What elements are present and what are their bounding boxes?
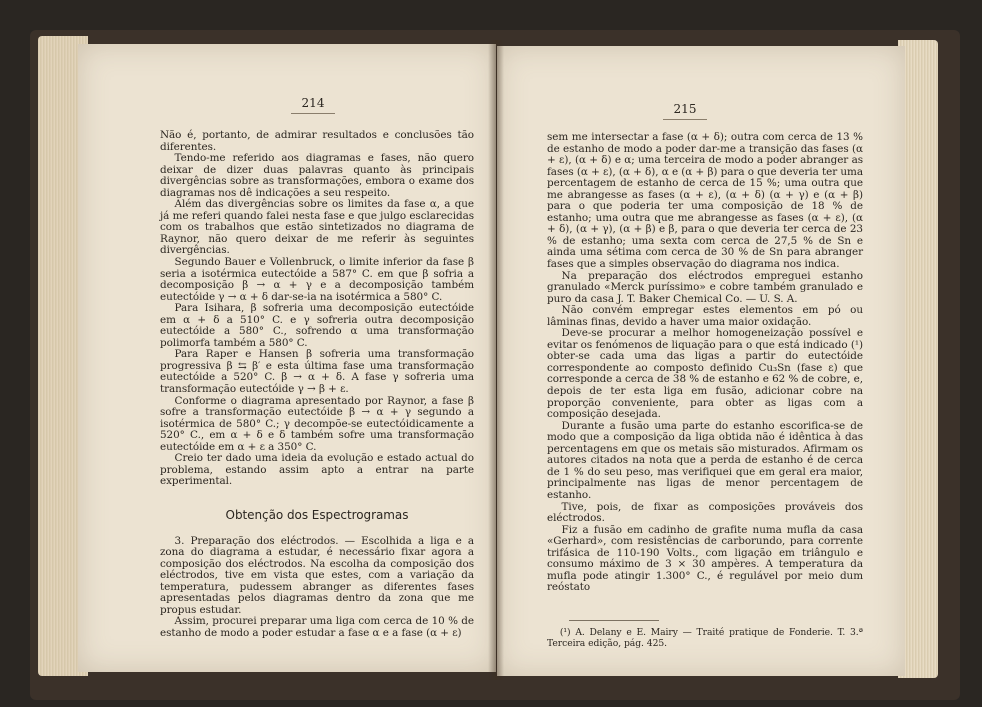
page-number: 215	[673, 102, 697, 116]
paragraph: Segundo Bauer e Vollenbruck, o limite inferior da fase β seria a isotérmica eutectóide a 587° C. em que β sofria a decomposição β → α + γ e a decomposição também eutectóide γ → α + δ dar-se-ia na isotérmica a 580° C.	[160, 256, 474, 303]
page-number-rule	[291, 113, 335, 114]
paragraph: Não é, portanto, de admirar resultados e conclusões tão diferentes.	[160, 129, 474, 153]
paragraph: Fiz a fusão em cadinho de grafite numa mufla da casa «Gerhard», com resistências de carborundo, para corrente trifásica de 110-190 Volts., com ligação em triângulo e consumo máximo de 3 × 30 ampères. A temperatura da mufla pode atingir 1.300° C., é regulável por meio dum reóstato	[547, 523, 863, 594]
paragraph: Para Raper e Hansen β sofreria uma transformação progressiva β ⇆ β′ e esta última fase uma transformação eutectóide a 520° C. β → α + δ. A fase γ sofreria uma transformação eutectóide γ → β + ε.	[160, 348, 474, 396]
paragraph: Conforme o diagrama apresentado por Raynor, a fase β sofre a transformação eutectóide β → α + γ segundo a isotérmica de 580° C.; γ decompõe-se eutectóidicamente a 520° C., em α + δ e δ também sofre uma transformação eutectóide em α + ε a 350° C.	[160, 394, 474, 453]
paragraph: Deve-se procurar a melhor homogeneização possível e evitar os fenómenos de liquação para o que está indicado (¹) obter-se cada uma das ligas a partir do eutectóide correspondente ao composto definido Cu₃Sn (fase ε) que corresponde a cerca de 38 % de estanho e 62 % de cobre, e, depois de ter esta liga em fusão, adicionar cobre na proporção conveniente, para obter as ligas com a composição desejada.	[547, 327, 863, 421]
paragraph: sem me intersectar a fase (α + δ); outra com cerca de 13 % de estanho de modo a poder dar-me a transição das fases (α + ε), (α + δ) e α; uma terceira de modo a poder abranger as fases (α + ε), (α + δ), α e (α + β) para o que deveria ter uma percentagem de estanho de cerca de 15 %; uma outra que me abrangesse as fases (α + ε), (α + δ) (α + γ) e (α + β) para o que poderia ter uma composição de 18 % de estanho; uma outra que me abrangesse as fases (α + ε), (α + δ), (α + γ), (α + β) e β, para o que deveria ter cerca de 23 % de estanho; uma sexta com cerca de 27,5 % de Sn e ainda uma sétima com cerca de 30 % de Sn para abranger fases que a simples observação do diagrama nos indica.	[547, 131, 863, 271]
paragraph: Durante a fusão uma parte do estanho escorifica-se de modo que a composição da liga obtida não é idêntica à das percentagens em que os metais são misturados. Afirmam os autores citados na nota que a perda de estanho é de cerca de 1 % do seu peso, mas verifiquei que em geral era maior, principalmente nas ligas de menor percentagem de estanho.	[547, 419, 863, 501]
page-number-rule	[663, 119, 707, 120]
paragraph: Tendo-me referido aos diagramas e fases, não quero deixar de dizer duas palavras quanto às principais divergências sobre as transformações, embora o exame dos diagramas nos dê indicações a seu respeito.	[160, 152, 474, 199]
paragraph: Creio ter dado uma ideia da evolução e estado actual do problema, estando assim apto a entrar na parte experimental.	[160, 452, 474, 488]
paragraph: Não convém empregar estes elementos em pó ou lâminas finas, devido a haver uma maior oxidação.	[547, 304, 863, 328]
left-page-text	[160, 130, 474, 639]
paragraph: Além das divergências sobre os limites da fase α, a que já me referi quando falei nesta fase e que julgo esclarecidas com os trabalhos que estão sintetizados no diagrama de Raynor, não quero deixar de me referir às seguintes divergências.	[160, 198, 474, 257]
paragraph: Tive, pois, de fixar as composições prováveis dos eléctrodos.	[547, 500, 863, 525]
book-gutter	[488, 40, 504, 680]
right-page-text	[547, 132, 863, 649]
paragraph: Para Isihara, β sofreria uma decomposição eutectóide em α + δ a 510° C. e γ sofreria outra decomposição eutectóide a 580° C., sofrendo α uma transformação polimorfa também a 580° C.	[160, 302, 474, 349]
left-page	[78, 44, 496, 672]
paragraph: 3. Preparação dos eléctrodos. — Escolhida a liga e a zona do diagrama a estudar, é necessário fixar agora a composição dos eléctrodos. Na escolha da composição dos eléctrodos, tive em vista que estes, com a variação da temperatura, pudessem abranger as diferentes fases apresentadas pelos diagramas dentro da zona que me propus estudar.	[160, 534, 474, 616]
right-page	[497, 46, 905, 676]
section-heading: Obtenção dos Espectrogramas	[225, 507, 409, 522]
page-number: 214	[301, 96, 325, 110]
paragraph: Assim, procurei preparar uma liga com cerca de 10 % de estanho de modo a poder estudar a fase α e a fase (α + ε)	[160, 615, 474, 639]
paragraph: Na preparação dos eléctrodos empreguei estanho granulado «Merck puríssimo» e cobre também granulado e puro da casa J. T. Baker Chemical Co. — U. S. A.	[547, 269, 863, 305]
footnote-rule	[569, 620, 659, 621]
footnote: (¹) A. Delany e E. Mairy — Traité pratique de Fonderie. T. 3.ª Terceira edição, pág. 425.	[547, 626, 863, 649]
